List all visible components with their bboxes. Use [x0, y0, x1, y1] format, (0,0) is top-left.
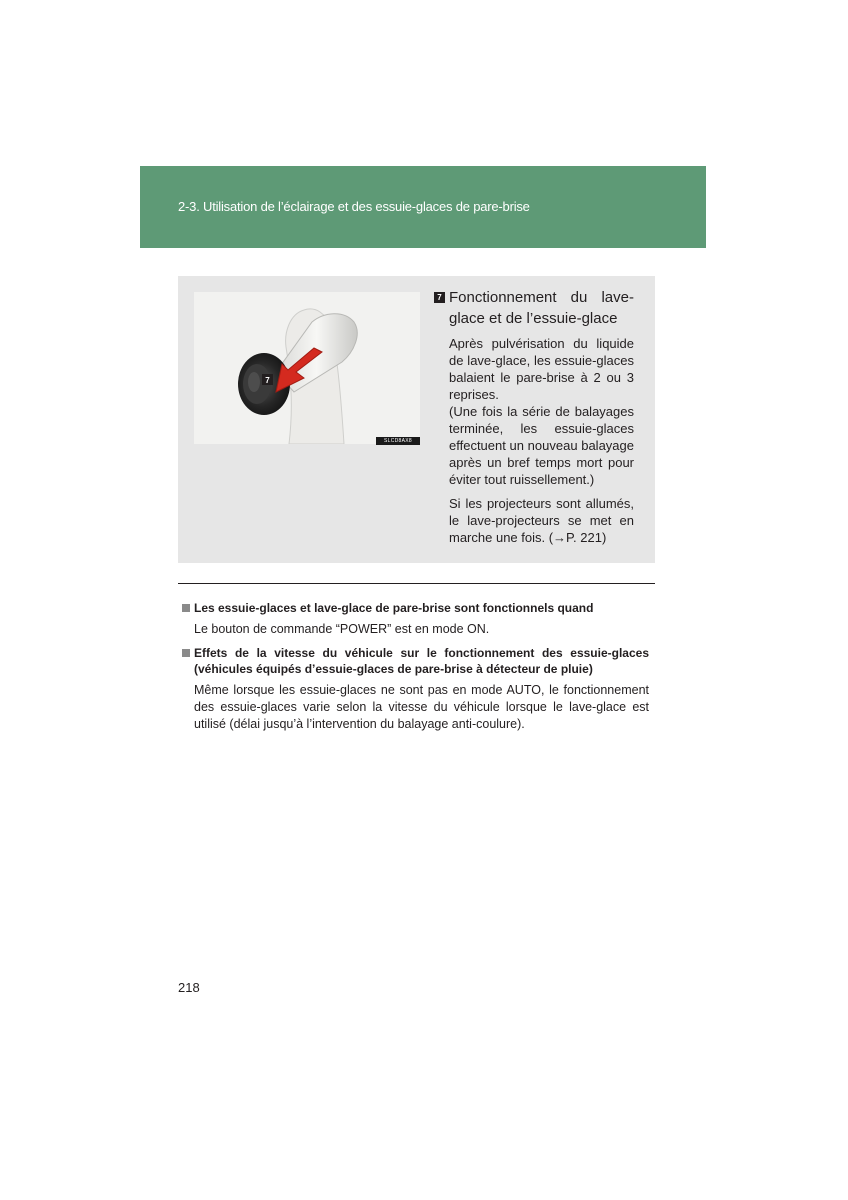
step-paragraph-note: (Une fois la série de balayages terminée, les essuie-glaces effectuent un nouveau balayage après un bref temps mort pour éviter tout ruissellement.): [449, 404, 634, 487]
step-title: Fonctionnement du lave-glace et de l’essuie-glace: [449, 289, 634, 327]
figure-step-number: 7: [265, 376, 270, 385]
note-item: [180, 600, 649, 638]
section-title: 2-3. Utilisation de l’éclairage et des essuie-glaces de pare-brise: [178, 199, 530, 214]
section-header: [140, 166, 706, 248]
note-body: Même lorsque les essuie-glaces ne sont pas en mode AUTO, le fonctionnement des essuie-glaces varie selon la vitesse du véhicule lorsque le lave-glace est utilisé (délai jusqu’à l’intervention du balayage anti-coulure).: [194, 683, 649, 731]
lever-drawing: [194, 292, 420, 444]
note-heading: Effets de la vitesse du véhicule sur le fonctionnement des essuie-glaces (véhicules équipés d’essuie-glaces de pare-brise à détecteur de pluie): [180, 645, 649, 677]
wiper-lever-illustration: [194, 292, 420, 444]
step-paragraph: Après pulvérisation du liquide de lave-glace, les essuie-glaces balaient le pare-brise à 2 ou 3 reprises.: [449, 336, 634, 402]
note-item: [180, 645, 649, 733]
note-heading: Les essuie-glaces et lave-glace de pare-brise sont fonctionnels quand: [180, 600, 649, 616]
step-panel: [178, 276, 655, 563]
figure-code-label: SLCD8AX8: [376, 437, 420, 445]
page-number: 218: [178, 980, 200, 995]
note-body: Le bouton de commande “POWER” est en mode ON.: [194, 622, 490, 636]
notes-section: [180, 600, 649, 740]
step-number-badge: 7: [434, 292, 445, 303]
bullet-square-icon: [182, 649, 190, 657]
step-description: [449, 335, 634, 546]
bullet-square-icon: [182, 604, 190, 612]
section-divider: [178, 583, 655, 584]
step-paragraph: Si les projecteurs sont allumés, le lave-projecteurs se met en marche une fois. (→P. 221): [449, 496, 634, 545]
